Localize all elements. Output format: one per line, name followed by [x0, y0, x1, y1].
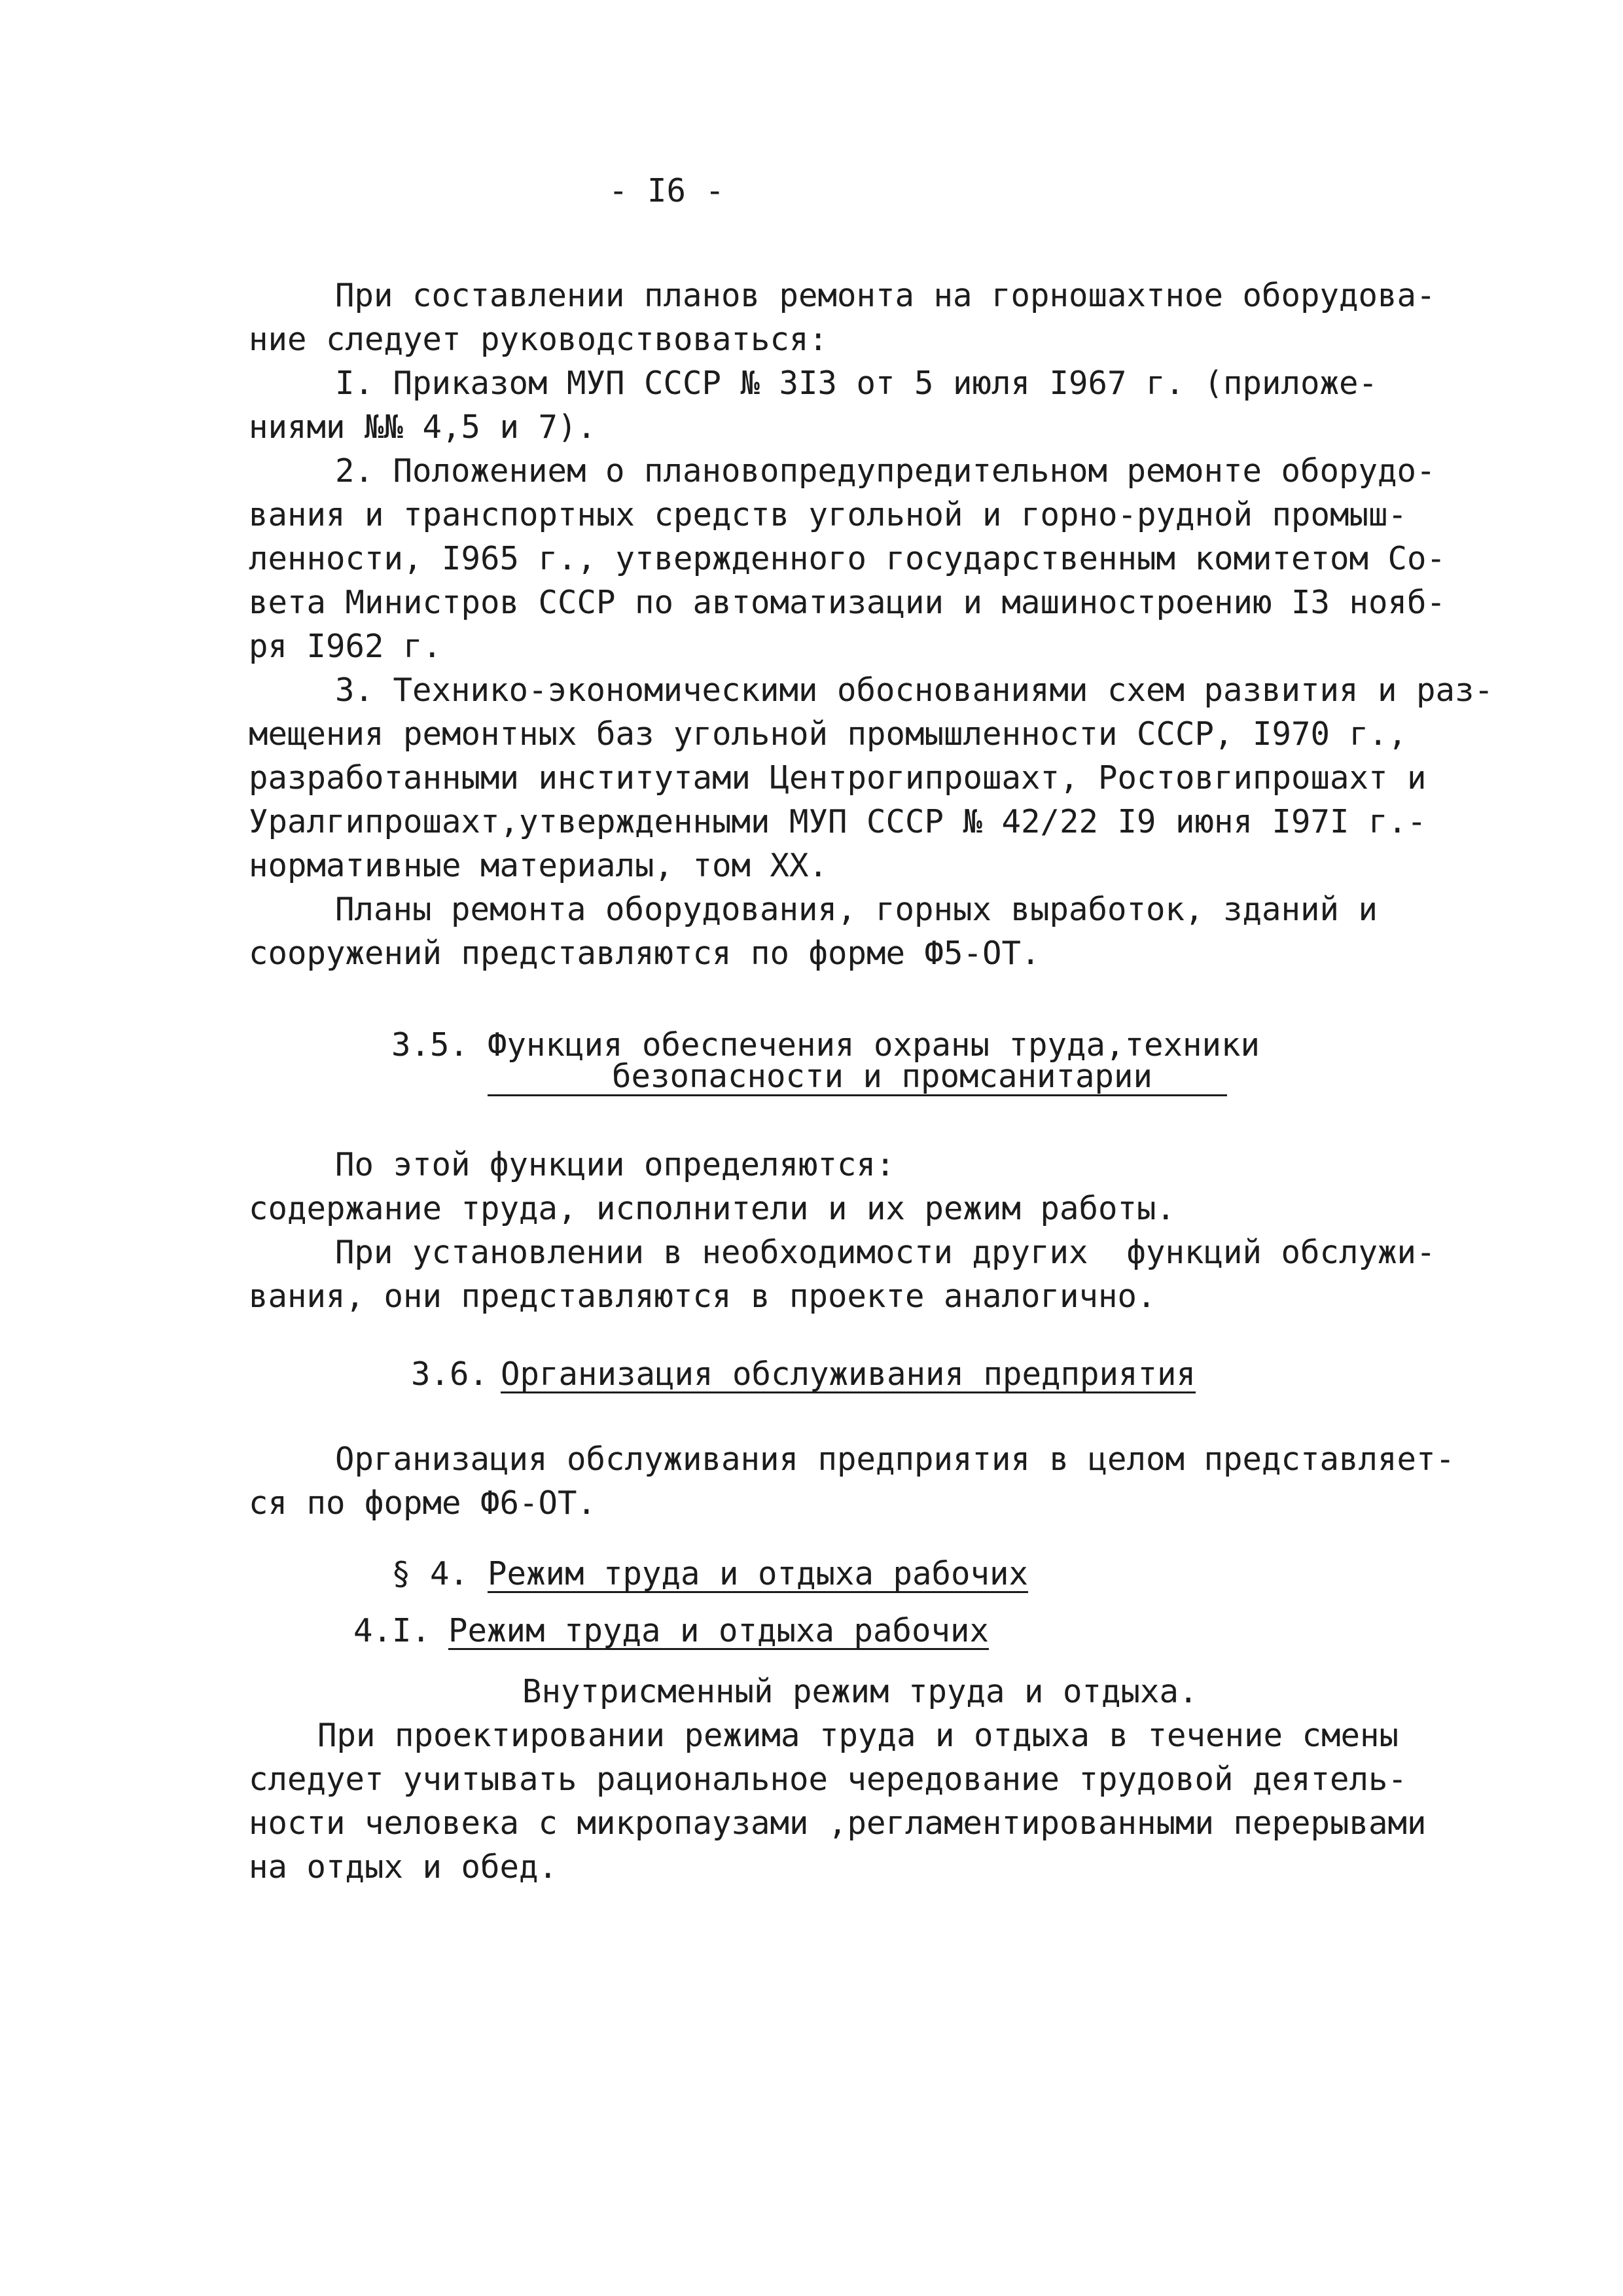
section-3-5-body-line-2: содержание труда, исполнители и их режим работы.: [249, 1190, 1176, 1227]
item-2-line-3: ленности, I965 г., утвержденного государственным комитетом Со-: [249, 540, 1446, 577]
section-4-number: § 4.: [391, 1555, 469, 1592]
page-number: - I6 -: [609, 172, 725, 209]
section-3-6-title: Организация обслуживания предприятия: [501, 1355, 1196, 1393]
section-4-1-body-line-2: следует учитывать рациональное чередование трудовой деятель-: [249, 1761, 1408, 1798]
section-3-5-number: 3.5.: [391, 1026, 469, 1064]
section-3-6-number: 3.6.: [411, 1355, 489, 1393]
plans-paragraph-line-2: сооружений представляются по форме Ф5-ОТ.: [249, 935, 1041, 972]
section-4-1-number: 4.I.: [353, 1612, 431, 1649]
item-2-line-1: 2. Положением о плановопредупредительном ремонте оборудо-: [335, 452, 1436, 490]
item-3-line-5: нормативные материалы, том XX.: [249, 847, 829, 884]
item-2-line-4: вета Министров СССР по автоматизации и машиностроению I3 нояб-: [249, 584, 1446, 621]
section-4-1-title: Режим труда и отдыха рабочих: [448, 1612, 990, 1649]
item-3-line-2: мещения ремонтных баз угольной промышленности СССР, I970 г.,: [249, 715, 1408, 753]
item-3-line-1: 3. Технико-экономическими обоснованиями схем развития и раз-: [335, 672, 1494, 709]
item-1-line-1: I. Приказом МУП СССР № 3I3 от 5 июля I967 г. (приложе-: [335, 365, 1378, 402]
item-3-line-3: разработанными институтами Центрогипрошахт, Ростовгипрошахт и: [249, 759, 1427, 797]
intro-line-1: При составлении планов ремонта на горношахтное оборудова-: [335, 277, 1436, 314]
item-2-line-2: вания и транспортных средств угольной и горно-рудной промыш-: [249, 496, 1408, 533]
section-3-5-title-line-1: Функция обеспечения охраны труда,техники: [488, 1026, 1260, 1064]
item-2-line-5: ря I962 г.: [249, 628, 442, 665]
section-4-1-body-line-1: При проектировании режима труда и отдыха в течение смены: [317, 1717, 1399, 1754]
section-3-6-body-line-1: Организация обслуживания предприятия в целом представляет-: [335, 1441, 1455, 1478]
section-3-5-underline: [488, 1094, 1227, 1096]
section-4-1-body-line-4: на отдых и обед.: [249, 1848, 558, 1886]
section-3-6-body-line-2: ся по форме Ф6-ОТ.: [249, 1484, 597, 1522]
section-3-5-body-line-3: При установлении в необходимости других функций обслужи-: [335, 1234, 1436, 1271]
plans-paragraph-line-1: Планы ремонта оборудования, горных выработок, зданий и: [335, 891, 1378, 928]
section-4-1-subtitle: Внутрисменный режим труда и отдыха.: [522, 1673, 1198, 1710]
section-3-5-body-line-4: вания, они представляются в проекте аналогично.: [249, 1278, 1156, 1315]
item-1-line-2: ниями №№ 4,5 и 7).: [249, 408, 597, 446]
section-4-title: Режим труда и отдыха рабочих: [488, 1555, 1029, 1592]
section-4-1-body-line-3: ности человека с микропаузами ,регламентированными перерывами: [249, 1804, 1427, 1842]
item-3-line-4: Уралгипрошахт,утвержденными МУП СССР № 42/22 I9 июня I97I г.-: [249, 803, 1427, 840]
section-3-5-body-line-1: По этой функции определяются:: [335, 1146, 895, 1183]
intro-line-2: ние следует руководствоваться:: [249, 321, 829, 358]
section-3-5-title-line-2: безопасности и промсанитарии: [612, 1058, 1153, 1095]
